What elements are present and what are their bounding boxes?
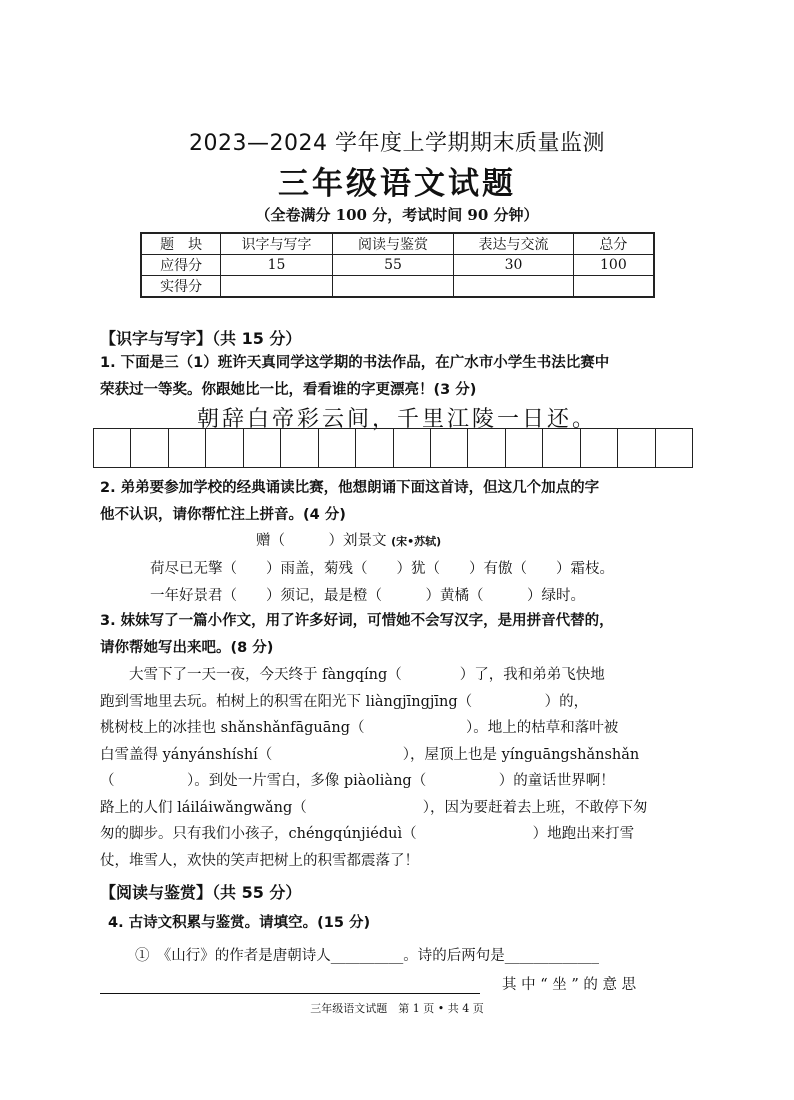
grid-cell[interactable] xyxy=(618,429,655,467)
poem-line-1: 荷尽已无擎（ ）雨盖，菊残（ ）犹（ ）有傲（ ）霜枝。 xyxy=(150,561,614,577)
question-4-item-1-tail: 其 中 “ 坐 ” 的 意 思 xyxy=(502,977,637,993)
poem-line-2: 一年好景君（ ）须记，最是橙（ ）黄橘（ ）绿时。 xyxy=(150,588,585,604)
grid-cell[interactable] xyxy=(94,429,131,467)
essay-line: 大雪下了一天一夜，今天终于 fàngqíng（ ）了，我和弟弟飞快地 xyxy=(129,667,605,683)
grid-cell[interactable] xyxy=(468,429,505,467)
question-2-line1: 2. 弟弟要参加学校的经典诵读比赛，他想朗诵下面这首诗，但这几个加点的字 xyxy=(100,480,600,496)
table-cell: 应得分 xyxy=(141,255,221,276)
exam-title-line1: 2023—2024 学年度上学期期末质量监测 xyxy=(189,131,605,156)
table-cell: 识字与写字 xyxy=(221,233,333,255)
score-table xyxy=(140,232,655,298)
grid-cell[interactable] xyxy=(581,429,618,467)
grid-cell[interactable] xyxy=(131,429,168,467)
writing-grid[interactable] xyxy=(93,428,693,468)
table-cell: 30 xyxy=(454,255,573,276)
page-footer: 三年级语文试题 第 1 页 • 共 4 页 xyxy=(310,1002,484,1015)
question-4: 4. 古诗文积累与鉴赏。请填空。(15 分) xyxy=(108,915,371,931)
grid-cell[interactable] xyxy=(356,429,393,467)
essay-line: 桃树枝上的冰挂也 shǎnshǎnfāguāng（ ）。地上的枯草和落叶被 xyxy=(100,720,619,736)
score-input-cell[interactable] xyxy=(454,276,573,298)
poem-title xyxy=(256,528,441,555)
essay-paragraph xyxy=(100,662,694,874)
question-4-item-1: ① 《山行》的作者是唐朝诗人__________。诗的后两句是_____________ xyxy=(135,948,599,964)
section-heading-reading: 【阅读与鉴赏】（共 55 分） xyxy=(100,883,302,902)
grid-cell[interactable] xyxy=(394,429,431,467)
table-cell: 实得分 xyxy=(141,276,221,298)
question-2 xyxy=(100,475,700,529)
grid-cell[interactable] xyxy=(206,429,243,467)
score-input-cell[interactable] xyxy=(221,276,333,298)
poem-author: (宋•苏轼) xyxy=(391,535,442,548)
poem-title-text: 赠（ ）刘景文 xyxy=(256,533,387,549)
essay-line: （ ）。到处一片雪白，多像 piàoliàng（ ）的童话世界啊！ xyxy=(100,773,615,789)
grid-cell[interactable] xyxy=(169,429,206,467)
question-1 xyxy=(100,350,700,404)
table-row xyxy=(141,276,654,298)
grid-cell[interactable] xyxy=(319,429,356,467)
essay-line: 匆的脚步。只有我们小孩子，chéngqúnjiéduì（ ）地跑出来打雪 xyxy=(100,826,635,842)
calligraphy-sample: 朝辞白帝彩云间，千里江陵一日还。 xyxy=(196,407,597,432)
table-cell: 15 xyxy=(221,255,333,276)
score-input-cell[interactable] xyxy=(332,276,453,298)
grid-cell[interactable] xyxy=(543,429,580,467)
essay-line: 白雪盖得 yányánshíshí（ ），屋顶上也是 yínguāngshǎnshǎn xyxy=(100,746,640,763)
section-heading-literacy: 【识字与写字】（共 15 分） xyxy=(100,329,302,348)
table-row xyxy=(141,233,654,255)
grid-cell[interactable] xyxy=(506,429,543,467)
question-1-line2: 荣获过一等奖。你跟她比一比，看看谁的字更漂亮！(3 分) xyxy=(100,382,477,398)
question-3-line2: 请你帮她写出来吧。(8 分) xyxy=(100,640,274,656)
question-3-line1: 3. 妹妹写了一篇小作文，用了许多好词，可惜她不会写汉字，是用拼音代替的， xyxy=(100,613,614,629)
table-cell: 题 块 xyxy=(141,233,221,255)
question-2-line2: 他不认识，请你帮忙注上拼音。(4 分) xyxy=(100,507,346,523)
table-row xyxy=(141,255,654,276)
answer-line[interactable] xyxy=(100,993,480,994)
table-cell: 100 xyxy=(573,255,654,276)
exam-subtitle: （全卷满分 100 分，考试时间 90 分钟） xyxy=(255,206,539,224)
grid-cell[interactable] xyxy=(656,429,692,467)
grid-cell[interactable] xyxy=(431,429,468,467)
table-cell: 总分 xyxy=(573,233,654,255)
question-3 xyxy=(100,608,700,662)
question-1-line1: 1. 下面是三（1）班许天真同学这学期的书法作品，在广水市小学生书法比赛中 xyxy=(100,355,610,371)
table-cell: 表达与交流 xyxy=(454,233,573,255)
table-cell: 阅读与鉴赏 xyxy=(332,233,453,255)
exam-title-line2: 三年级语文试题 xyxy=(278,166,516,202)
grid-cell[interactable] xyxy=(281,429,318,467)
score-input-cell[interactable] xyxy=(573,276,654,298)
grid-cell[interactable] xyxy=(244,429,281,467)
essay-line: 路上的人们 láiláiwǎngwǎng（ ），因为要赶着去上班，不敢停下匆 xyxy=(100,799,648,816)
table-cell: 55 xyxy=(332,255,453,276)
essay-line: 仗，堆雪人，欢快的笑声把树上的积雪都震落了！ xyxy=(100,852,419,869)
essay-line: 跑到雪地里去玩。柏树上的积雪在阳光下 liàngjīngjīng（ ）的， xyxy=(100,693,589,710)
